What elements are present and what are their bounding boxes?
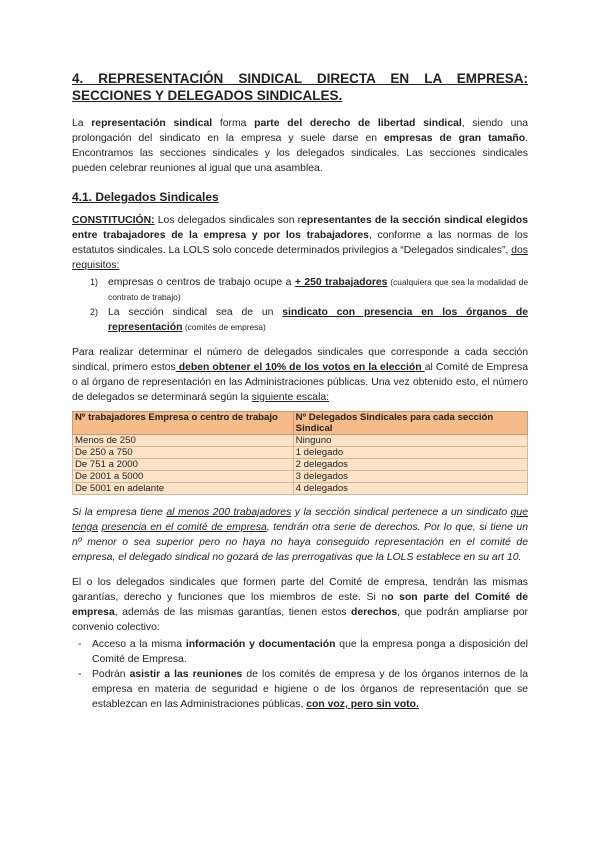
table-cell: 3 delegados [293,471,527,483]
table-row [73,471,528,483]
constitucion-paragraph: CONSTITUCIÓN: Los delegados sindicales son representantes de la sección sindical elegidos entre trabajadores de la empresa y por los trabajadores, conforme a las normas de los estatutos sindicales. La LOLS solo concede determinados privilegios a “Delegados sindicales”, dos requisitos: [72,215,528,271]
requirements-list [72,275,528,335]
list-item: - Podrán asistir a las reuniones de los comités de empresa y de los órganos internos de la empresa en materia de seguridad e higiene o de los órganos de representación que se establezcan en las Administraciones públicas, con voz, pero sin voto. [78,669,528,710]
dash-bullet: - [78,669,82,680]
determinar-paragraph: Para realizar determinar el número de delegados sindicales que corresponde a cada sección sindical, primero estos deben obtener el 10% de los votos en la elección al Comité de Empresa o al órgano de representación en las Administraciones públicas. Una vez obtenido esto, el número de delegados se determinará según la siguiente escala: [72,347,528,403]
table-row [73,459,528,471]
table-cell: De 250 a 750 [73,447,294,459]
table-cell: De 5001 en adelante [73,483,294,495]
comite-paragraph: El o los delegados sindicales que formen parte del Comité de empresa, tendrán las mismas garantías, derecho y funciones que los miembros de este. Si no son parte del Comité de empresa, además de las mismas garantías, tienen estos derechos, que podrán ampliarse por convenio colectivo: [72,577,528,633]
table-cell: 2 delegados [293,459,527,471]
table-cell: Ninguno [293,435,527,447]
italic-paragraph: Si la empresa tiene al menos 200 trabajadores y la sección sindical pertenece a un sindicato que tenga presencia en el comité de empresa, tendrán otra serie de derechos. Por lo que, si tiene un nº menor o sea superior pero no haya no haya conseguido representación en el comité de empresa, el delegado sindical no gozará de las prerrogativas que la LOLS establece en su art 10. [72,507,528,563]
dash-bullet: - [78,639,82,650]
table-cell: De 2001 a 5000 [73,471,294,483]
table-cell: Menos de 250 [73,435,294,447]
intro-paragraph: La representación sindical forma parte del derecho de libertad sindical, siendo una prolongación del sindicato en la empresa y suele darse en empresas de gran tamaño. Encontramos las secciones sindicales y los delegados sindicales. Las secciones sindicales pueden celebrar reuniones al igual que una asamblea. [72,118,528,174]
subsection-heading: 4.1. Delegados Sindicales [72,190,219,204]
table-row [73,447,528,459]
section-heading: 4. REPRESENTACIÓN SINDICAL DIRECTA EN LA EMPRESA: SECCIONES Y DELEGADOS SINDICALES. [72,71,528,103]
table-header-delegates: Nº Delegados Sindicales para cada sección Sindical [293,412,527,435]
requirement-item: 1) empresas o centros de trabajo ocupe a + 250 trabajadores (cualquiera que sea la modalidad de contrato de trabajo) [90,277,528,302]
table-row [73,435,528,447]
table-cell: 1 delegado [293,447,527,459]
rights-list [72,637,528,712]
requirement-item: 2) La sección sindical sea de un sindicato con presencia en los órganos de representación (comités de empresa) [90,307,528,333]
table-row [73,483,528,495]
delegates-scale-table [72,411,528,495]
table-header-row [73,412,528,435]
table-header-workers: Nº trabajadores Empresa o centro de trabajo [73,412,294,435]
table-cell: 4 delegados [293,483,527,495]
table-cell: De 751 a 2000 [73,459,294,471]
list-item: - Acceso a la misma información y documentación que la empresa ponga a disposición del Comité de Empresa. [78,639,528,665]
